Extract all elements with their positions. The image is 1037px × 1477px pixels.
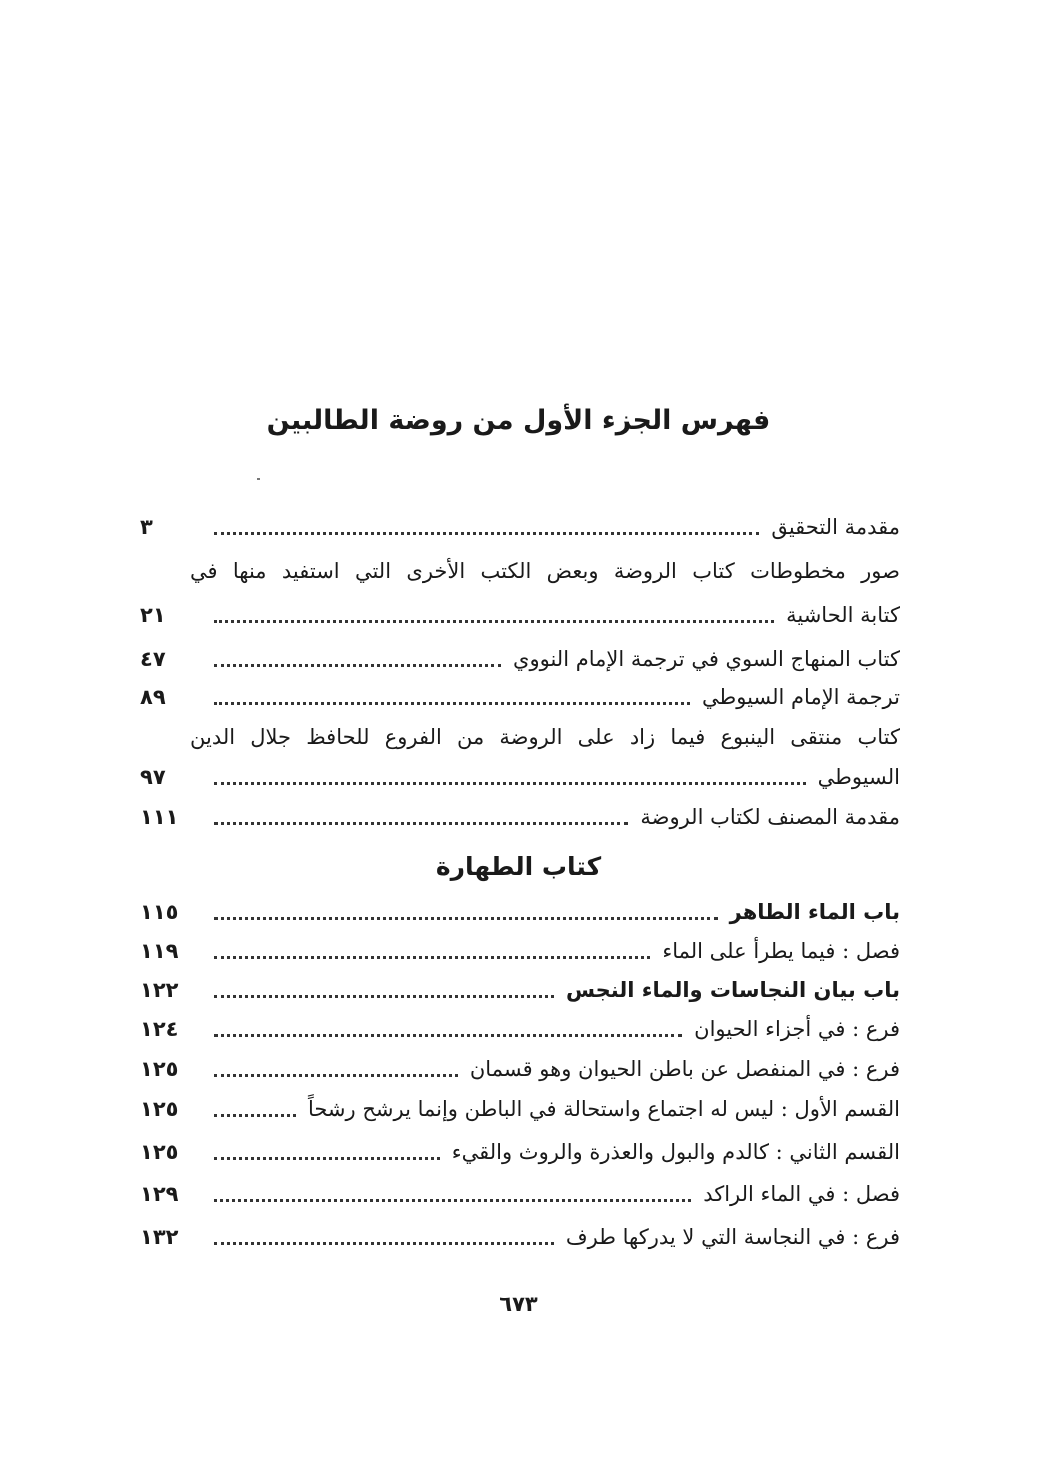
toc-row (140, 1050, 900, 1088)
dot-leader (214, 822, 628, 825)
toc-entry-text: ترجمة الإمام السيوطي (702, 685, 900, 709)
toc-page-number: ٨٩ (140, 685, 166, 709)
toc-entry-text: القسم الأول : ليس له اجتماع واستحالة في الباطن وإنما يرشح رشحاً (307, 1097, 900, 1121)
toc-row (140, 678, 900, 716)
toc-page-number: ١٢٤ (140, 1017, 179, 1041)
toc-page-number: ١٢٥ (140, 1140, 179, 1164)
toc-page-number: ١١١ (140, 805, 179, 829)
page-number-footer: ٦٧٣ (499, 1292, 538, 1316)
dot-leader (214, 1157, 440, 1160)
toc-row (140, 1010, 900, 1048)
toc-entry-text: فصل : في الماء الراكد (703, 1182, 900, 1206)
toc-row (140, 596, 900, 634)
toc-page-number: ١٢٥ (140, 1097, 179, 1121)
toc-entry-text: باب الماء الطاهر (729, 900, 900, 924)
toc-page-number: ١٢٥ (140, 1057, 179, 1081)
toc-page-number: ٩٧ (140, 765, 166, 789)
toc-row (140, 1175, 900, 1213)
toc-page-number: ٣ (140, 515, 153, 539)
stray-mark (257, 478, 260, 480)
dot-leader (214, 620, 774, 623)
dot-leader (214, 782, 806, 785)
toc-page-number: ١٣٢ (140, 1225, 179, 1249)
toc-row (140, 932, 900, 970)
dot-leader (214, 664, 501, 667)
toc-entry-text: مقدمة التحقيق (771, 515, 900, 539)
toc-entry-text: القسم الثاني : كالدم والبول والعذرة والروث والقيء (451, 1140, 900, 1164)
dot-leader (214, 1034, 682, 1037)
dot-leader (214, 702, 690, 705)
toc-row (140, 1218, 900, 1256)
toc-page-number: ١٢٩ (140, 1182, 179, 1206)
toc-row (140, 1090, 900, 1128)
dot-leader (214, 1114, 296, 1117)
toc-entry-text: كتابة الحاشية (786, 603, 900, 627)
dot-leader (214, 532, 759, 535)
dot-leader (214, 1199, 691, 1202)
toc-entry-text: كتاب المنهاج السوي في ترجمة الإمام النووي (513, 647, 900, 671)
toc-entry-wrap-line: كتاب منتقى الينبوع فيما زاد على الروضة من الفروع للحافظ جلال الدين (190, 725, 900, 749)
toc-row (140, 971, 900, 1009)
toc-entry-text: فرع : في أجزاء الحيوان (694, 1017, 900, 1041)
section-heading: كتاب الطهارة (435, 852, 602, 881)
page-title: فهرس الجزء الأول من روضة الطالبين (266, 405, 771, 436)
toc-page-number: ١٢٢ (140, 978, 179, 1002)
toc-row (140, 758, 900, 796)
toc-page-number: ٤٧ (140, 647, 166, 671)
toc-entry-text: باب بيان النجاسات والماء النجس (565, 978, 900, 1002)
dot-leader (214, 1074, 458, 1077)
toc-row (140, 893, 900, 931)
toc-entry-text: فصل : فيما يطرأ على الماء (662, 939, 900, 963)
toc-row (140, 508, 900, 546)
toc-entry-text: السيوطي (817, 765, 900, 789)
dot-leader (214, 917, 718, 920)
toc-row (140, 798, 900, 836)
toc-page-number: ٢١ (140, 603, 166, 627)
toc-entry-text: فرع : في النجاسة التي لا يدركها طرف (565, 1225, 900, 1249)
dot-leader (214, 995, 554, 998)
toc-page-number: ١١٥ (140, 900, 179, 924)
toc-row (140, 1133, 900, 1171)
toc-entry-text: مقدمة المصنف لكتاب الروضة (640, 805, 900, 829)
dot-leader (214, 1242, 554, 1245)
dot-leader (214, 956, 650, 959)
toc-entry-text: فرع : في المنفصل عن باطن الحيوان وهو قسمان (469, 1057, 900, 1081)
toc-row (140, 640, 900, 678)
toc-entry-wrap-line: صور مخطوطات كتاب الروضة وبعض الكتب الأخرى التي استفيد منها في (190, 559, 900, 583)
toc-page-number: ١١٩ (140, 939, 179, 963)
